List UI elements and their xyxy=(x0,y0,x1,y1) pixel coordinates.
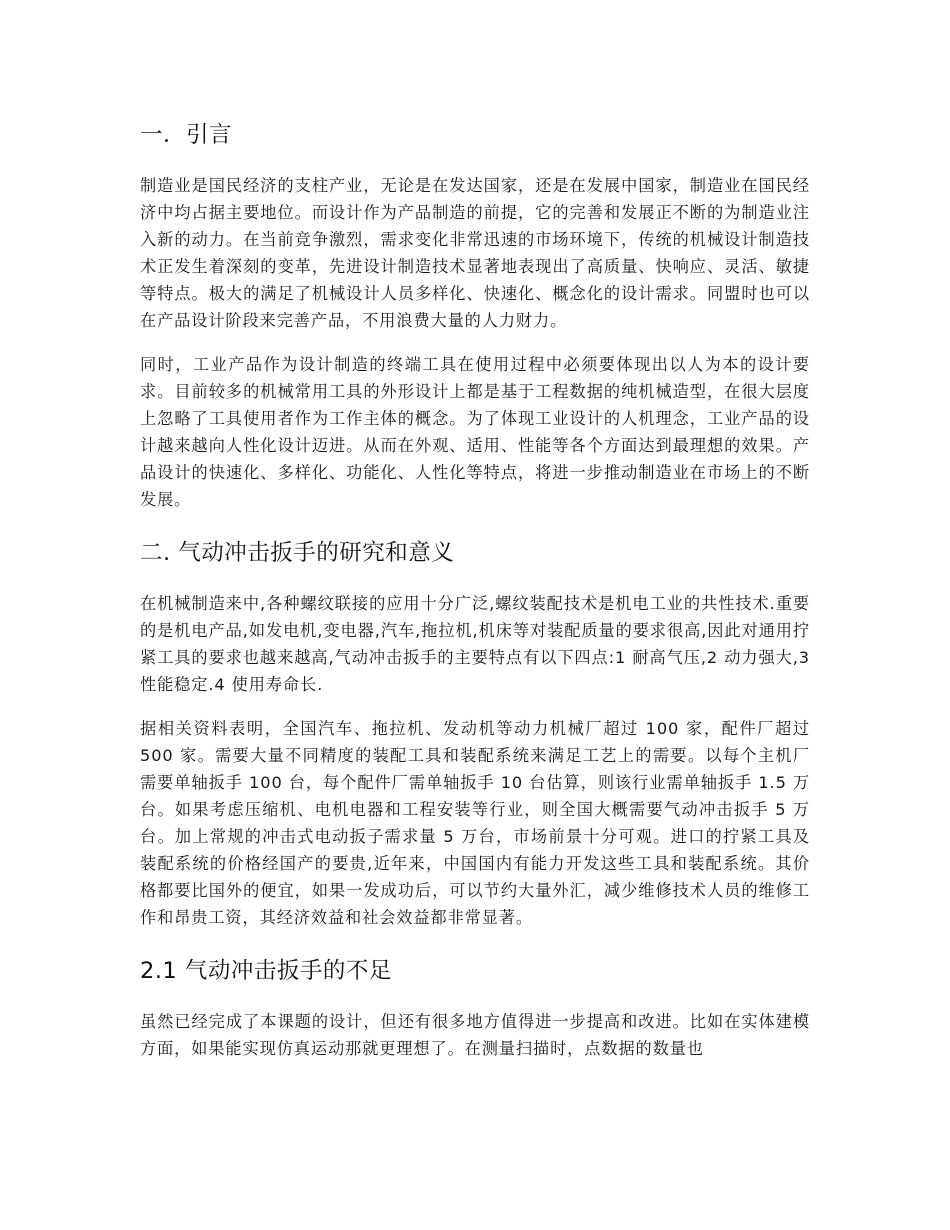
section-heading-research-significance: 二. 气动冲击扳手的研究和意义 xyxy=(140,540,455,566)
paragraph-manufacturing-overview: 制造业是国民经济的支柱产业，无论是在发达国家，还是在发展中国家，制造业在国民经济中均占据主要地位。而设计作为产品制造的前提，它的完善和发展正不断的为制造业注入新的动力。在当前竞争激烈，需求变化非常迅速的市场环境下，传统的机械设计制造技术正发生着深刻的变革，先进设计制造技术显著地表现出了高质量、快响应、灵活、敏捷等特点。极大的满足了机械设计人员多样化、快速化、概念化的设计需求。同盟时也可以在产品设计阶段来完善产品，不用浪费大量的人力财力。 xyxy=(140,176,810,330)
document-body xyxy=(140,118,810,1062)
section-heading-introduction: 一．引言 xyxy=(140,122,233,148)
paragraph-human-centered-design: 同时，工业产品作为设计制造的终端工具在使用过程中必须要体现出以人为本的设计要求。目前较多的机械常用工具的外形设计上都是基于工程数据的纯机械造型，在很大层度上忽略了工具使用者作为工作主体的概念。为了体现工业设计的人机理念，工业产品的设计越来越向人性化设计迈进。从而在外观、适用、性能等各个方面达到最理想的效果。产品设计的快速化、多样化、功能化、人性化等特点，将进一步推动制造业在市场上的不断发展。 xyxy=(140,355,810,509)
paragraph-market-demand: 据相关资料表明，全国汽车、拖拉机、发动机等动力机械厂超过 100 家，配件厂超过 500 家。需要大量不同精度的装配工具和装配系统来满足工艺上的需要。以每个主机厂需要单轴扳手 100 台，每个配件厂需单轴扳手 10 台估算，则该行业需单轴扳手 1.5 万台。如果考虑压缩机、电机电器和工程安装等行业，则全国大概需要气动冲击扳手 5 万台。加上常规的冲击式电动扳子需求量 5 万台，市场前景十分可观。进口的拧紧工具及装配系统的价格经国产的要贵,近年来，中国国内有能力开发这些工具和装配系统。其价格都要比国外的便宜，如果一发成功后，可以节约大量外汇，减少维修技术人员的维修工作和昂贵工资，其经济效益和社会效益都非常显著。 xyxy=(140,719,810,927)
paragraph-improvements: 虽然已经完成了本课题的设计，但还有很多地方值得进一步提高和改进。比如在实体建模方面，如果能实现仿真运动那就更理想了。在测量扫描时，点数据的数量也 xyxy=(140,1012,810,1058)
section-heading-shortcomings: 2.1 气动冲击扳手的不足 xyxy=(140,958,392,984)
paragraph-thread-assembly: 在机械制造来中,各种螺纹联接的应用十分广泛,螺纹装配技术是机电工业的共性技术.重要的是机电产品,如发电机,变电器,汽车,拖拉机,机床等对装配质量的要求很高,因此对通用拧紧工具的要求也越来越高,气动冲击扳手的主要特点有以下四点:1 耐高气压,2 动力强大,3 性能稳定.4 使用寿命长. xyxy=(140,594,810,694)
